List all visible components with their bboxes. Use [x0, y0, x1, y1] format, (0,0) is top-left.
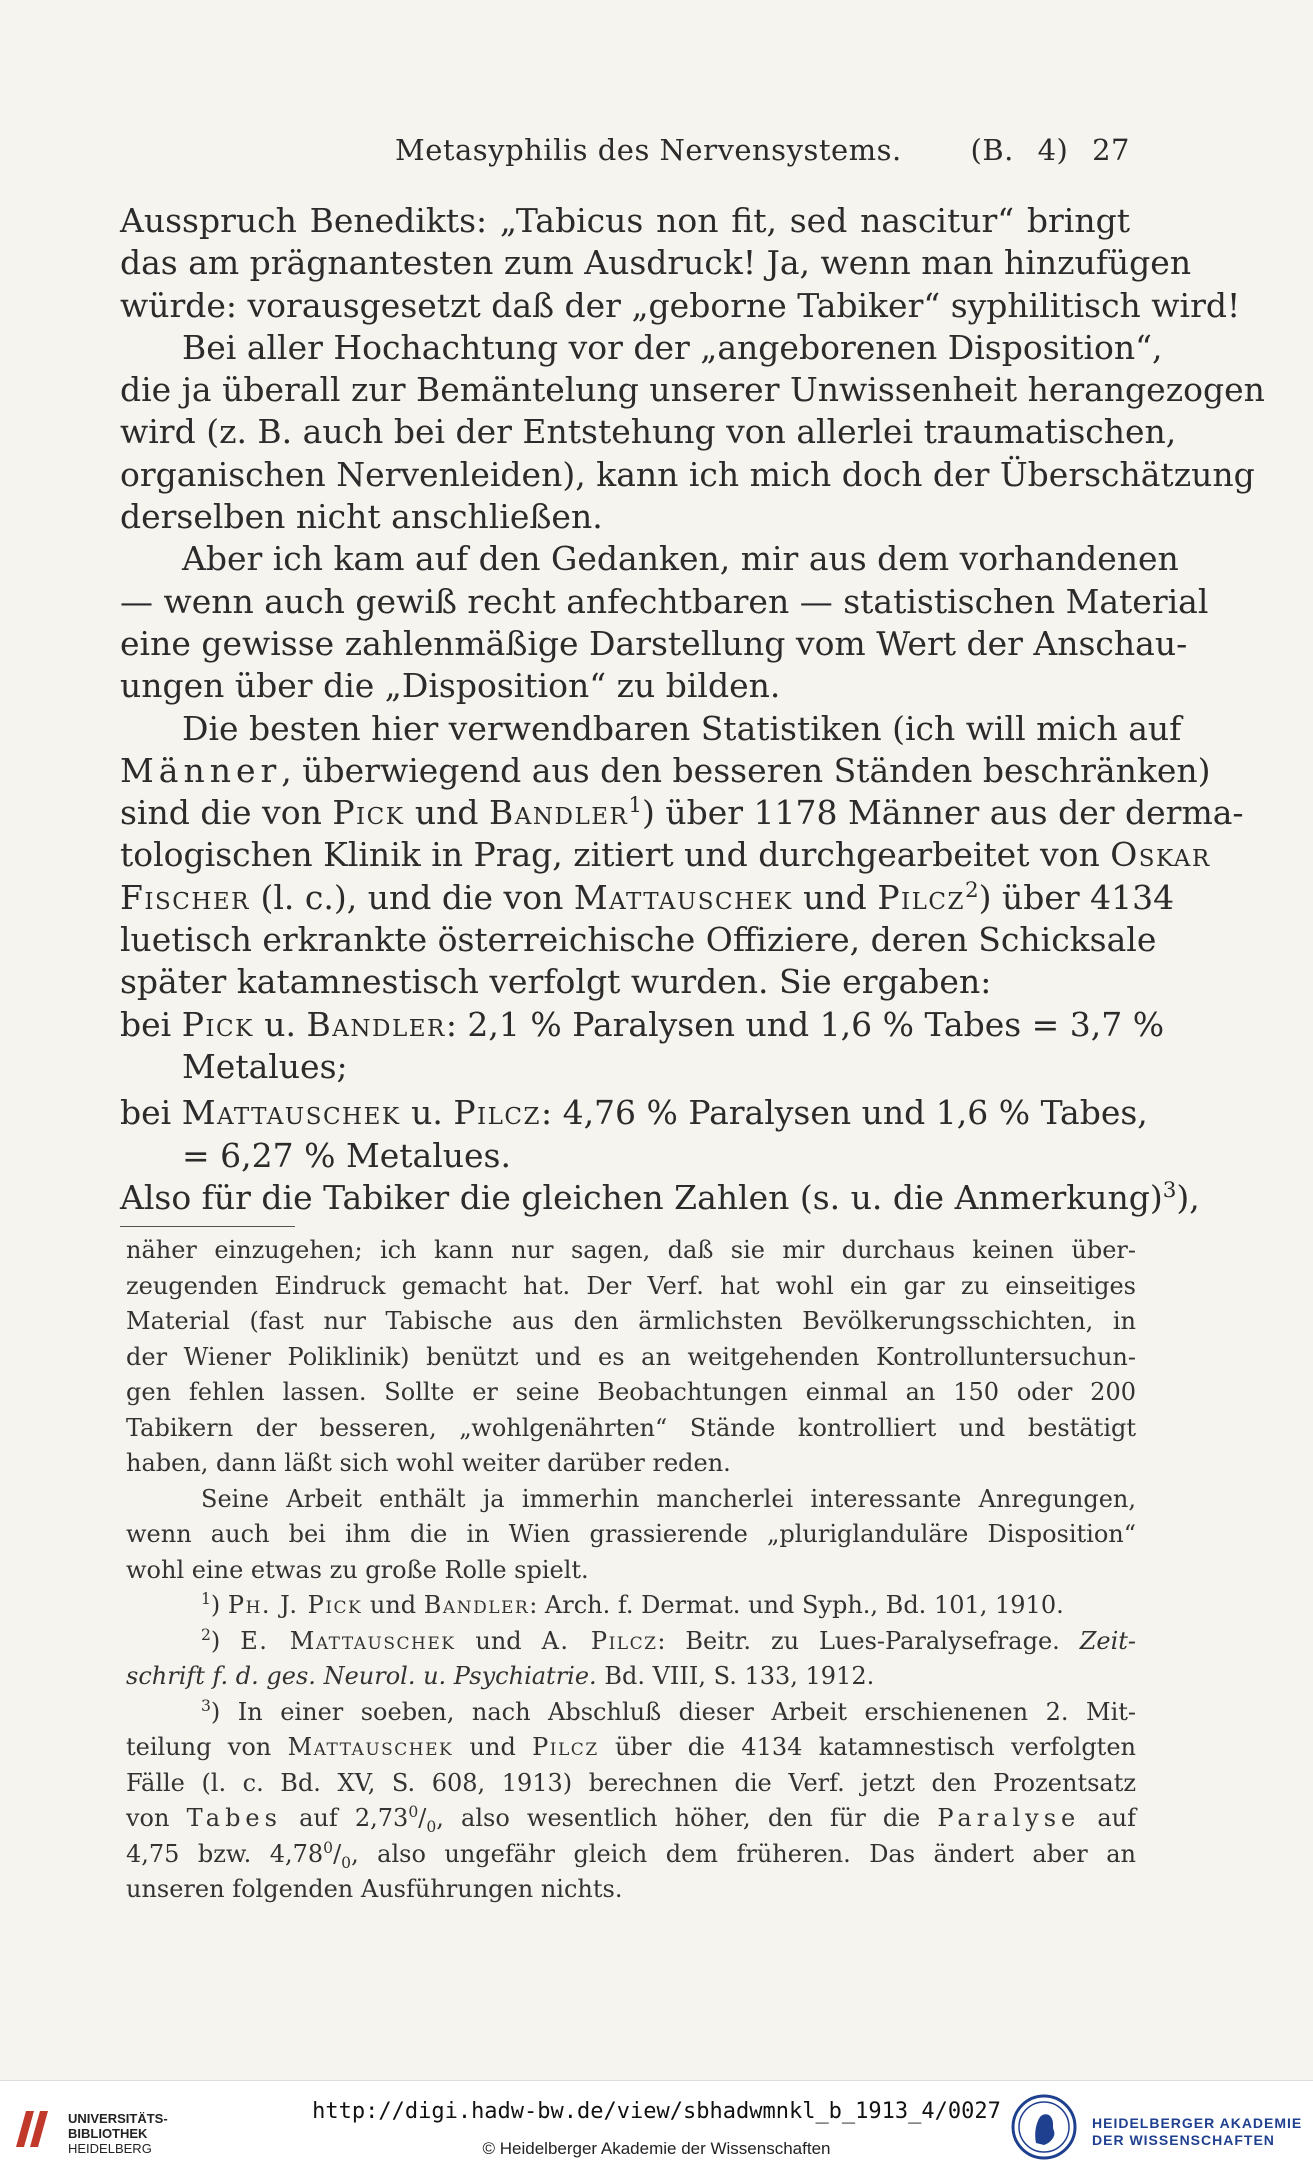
journal-title: Zeit- — [1079, 1626, 1136, 1655]
text-line: später katamnestisch verfolgt wurden. Sie ergaben: — [120, 962, 992, 1002]
percent-sup: 0 — [408, 1803, 419, 1821]
running-title: Metasyphilis des Nervensystems. — [395, 133, 902, 167]
author-name: Pick — [332, 793, 405, 833]
author-name: Bandler — [489, 793, 629, 833]
footnote-line: der Wiener Poliklinik) benützt und es an weitgehenden Kontrolluntersuchun- — [126, 1342, 1136, 1371]
footnote-mark: 1 — [201, 1590, 211, 1608]
text-span: ), — [1176, 1177, 1200, 1217]
footnote-rule — [120, 1226, 295, 1227]
result-line: = 6,27 % Metalues. — [182, 1135, 511, 1175]
percent-sub: 0 — [426, 1817, 437, 1836]
text-span: ) In einer soeben, nach Abschluß dieser Arbeit erschienenen 2. Mit- — [210, 1697, 1136, 1726]
academy-line: DER WISSENSCHAFTEN — [1092, 2132, 1275, 2148]
text-line: organischen Nervenleiden), kann ich mich doch der Überschätzung — [120, 454, 1255, 494]
text-span: Also für die Tabiker die gleichen Zahlen (s. u. die Anmerkung) — [120, 1177, 1163, 1217]
text-span: auf — [1080, 1804, 1137, 1832]
main-text — [120, 200, 1265, 1219]
library-line: HEIDELBERG — [68, 2141, 152, 2156]
text-span: über die 4134 katamnestisch verfolgten — [598, 1733, 1136, 1761]
text-span: Ausspruch Benedikts: „Tabicus non fit, sed nascitur“ bringt — [120, 201, 1130, 240]
text-span: u. — [253, 1004, 307, 1044]
text-span: ) — [210, 1591, 228, 1619]
author-name: Oskar — [1110, 835, 1211, 875]
author-name: Bandler — [423, 1591, 530, 1619]
footnote-line — [126, 1801, 1136, 1837]
footnote-line: haben, dann läßt sich wohl weiter darüber reden. — [126, 1449, 731, 1477]
text-line: luetisch erkrankte österreichische Offiziere, deren Schicksale — [120, 920, 1157, 960]
text-line — [120, 1177, 1200, 1219]
text-span: und — [455, 1626, 542, 1655]
footnote-mark: 2 — [201, 1625, 211, 1644]
footnote-line: gen fehlen lassen. Sollte er seine Beobachtungen einmal an 150 oder 200 — [126, 1378, 1136, 1406]
footnote-mark: 3 — [201, 1696, 211, 1715]
text-line: eine gewisse zahlenmäßige Darstellung vom Wert der Anschau- — [120, 623, 1188, 663]
footnote-3 — [126, 1695, 1136, 1731]
page-number: 27 — [1092, 133, 1130, 167]
viewer-footer — [0, 2080, 1313, 2174]
footnote-line: unseren folgenden Ausführungen nichts. — [126, 1875, 623, 1903]
footnote-line: näher einzugehen; ich kann nur sagen, daß sie mir durchaus keinen über- — [126, 1236, 1136, 1264]
text-line — [120, 834, 1211, 876]
author-name: Pilcz — [453, 1093, 541, 1133]
academy-seal-icon — [1010, 2093, 1078, 2161]
footnote-line: Material (fast nur Tabische aus den ärmlichsten Bevölkerungsschichten, in — [126, 1307, 1136, 1335]
text-line: — wenn auch gewiß recht anfechtbaren — statistischen Material — [120, 581, 1209, 621]
text-span: Bd. VIII, S. 133, 1912. — [596, 1662, 875, 1690]
text-span: auf 2,73 — [281, 1804, 409, 1832]
footnote-2-cont — [126, 1659, 1136, 1695]
text-span: bei — [120, 1093, 182, 1133]
spaced-text: Männer — [120, 750, 282, 790]
author-name: Mattauschek — [287, 1733, 454, 1761]
result-line — [120, 1004, 1165, 1046]
text-span: teilung von — [126, 1733, 288, 1761]
text-span: und — [453, 1733, 533, 1761]
journal-title: schrift f. d. ges. Neurol. u. Psychiatrie. — [126, 1662, 597, 1690]
section-ref: (B. 4) — [970, 133, 1069, 167]
text-span: sind die von — [120, 793, 333, 833]
running-header — [120, 133, 1130, 173]
text-span: 4,75 bzw. 4,78 — [126, 1839, 324, 1868]
text-span: , also ungefähr gleich dem früheren. Das ändert aber an — [351, 1839, 1137, 1868]
text-span: ) — [210, 1626, 241, 1655]
text-span: ) über 1178 Männer aus der derma- — [641, 793, 1244, 833]
author-name: A. Pilcz — [541, 1626, 658, 1655]
text-span: tologischen Klinik in Prag, zitiert und durchgearbeitet von — [120, 835, 1111, 875]
percent-sub: 0 — [341, 1853, 352, 1872]
footnotes — [126, 1233, 1136, 1908]
author-name: Pilcz — [532, 1733, 599, 1761]
footnote-line: wohl eine etwas zu große Rolle spielt. — [126, 1555, 589, 1584]
text-line — [120, 200, 1130, 242]
copyright-text: © Heidelberger Akademie der Wissenschaften — [482, 2139, 831, 2158]
text-span: u. — [400, 1093, 454, 1133]
text-span: : 4,76 % Paralysen und 1,6 % Tabes, — [540, 1093, 1148, 1133]
text-span: , also wesentlich höher, den für die — [436, 1804, 938, 1832]
text-line: Die besten hier verwendbaren Statistiken (ich will mich auf — [182, 708, 1182, 748]
spaced-text: Paralyse — [937, 1804, 1081, 1832]
author-name: Fischer — [120, 877, 251, 917]
text-span: bei — [120, 1004, 182, 1044]
text-line — [120, 877, 1175, 919]
text-span: und — [362, 1591, 424, 1619]
library-line: BIBLIOTHEK — [68, 2126, 148, 2141]
text-line — [120, 750, 1211, 792]
footnote-line: Tabikern der besseren, „wohlgenährten“ Stände kontrolliert und bestätigt — [126, 1413, 1136, 1442]
footnote-line — [126, 1730, 1136, 1766]
footnote-ref: 1 — [628, 793, 642, 819]
header-page-ref — [971, 133, 1130, 167]
text-span: ) über 4134 — [978, 877, 1175, 917]
author-name: Pilcz — [877, 877, 965, 917]
text-span: von — [126, 1804, 187, 1832]
author-name: E. Mattauschek — [240, 1626, 456, 1655]
text-span: , überwiegend aus den besseren Ständen beschränken) — [281, 750, 1211, 790]
author-name: Pick — [181, 1004, 254, 1044]
academy-logo[interactable] — [1010, 2093, 1310, 2165]
text-line: würde: vorausgesetzt daß der „geborne Tabiker“ syphilitisch wird! — [120, 285, 1241, 325]
footnote-ref: 2 — [964, 877, 979, 903]
text-span: : Arch. f. Dermat. und Syph., Bd. 101, 1910. — [529, 1591, 1064, 1619]
footnote-line: Fälle (l. c. Bd. XV, S. 608, 1913) berechnen die Verf. jetzt den Prozentsatz — [126, 1768, 1136, 1797]
text-span: / — [333, 1839, 342, 1868]
footnote-1 — [126, 1588, 1136, 1624]
author-name: Mattauschek — [181, 1093, 401, 1133]
text-span: : 2,1 % Paralysen und 1,6 % Tabes = 3,7 % — [445, 1004, 1165, 1044]
footnote-ref: 3 — [1162, 1177, 1177, 1203]
academy-line: HEIDELBERGER AKADEMIE — [1092, 2115, 1303, 2131]
spaced-text: Tabes — [186, 1804, 282, 1832]
text-line: die ja überall zur Bemäntelung unserer Unwissenheit herangezogen — [120, 370, 1265, 410]
text-line: Bei aller Hochachtung vor der „angeborenen Disposition“, — [182, 327, 1163, 367]
academy-name — [1092, 2115, 1302, 2149]
footnote-2 — [126, 1624, 1136, 1660]
text-span: / — [418, 1804, 427, 1832]
text-line: das am prägnantesten zum Ausdruck! Ja, wenn man hinzufügen — [120, 243, 1192, 283]
footnote-line: zeugenden Eindruck gemacht hat. Der Verf. hat wohl ein gar zu einseitiges — [126, 1271, 1136, 1300]
percent-sup: 0 — [323, 1838, 334, 1857]
author-name: Mattauschek — [573, 877, 793, 917]
text-span: : Beitr. zu Lues-Paralysefrage. — [657, 1626, 1080, 1655]
author-name: Ph. J. Pick — [227, 1591, 363, 1619]
footnote-line: Seine Arbeit enthält ja immerhin mancherlei interessante Anregungen, — [201, 1484, 1136, 1513]
text-line: Aber ich kam auf den Gedanken, mir aus dem vorhandenen — [182, 539, 1179, 579]
author-name: Bandler — [306, 1004, 446, 1044]
result-line: Metalues; — [182, 1046, 348, 1086]
text-line — [120, 792, 1244, 834]
text-line: derselben nicht anschließen. — [120, 497, 603, 537]
text-line: ungen über die „Disposition“ zu bilden. — [120, 666, 781, 706]
text-span: und — [792, 877, 878, 917]
result-line — [120, 1092, 1148, 1134]
page-url-link[interactable]: http://digi.hadw-bw.de/view/sbhadwmnkl_b_1913_4/0027 — [312, 2099, 1001, 2124]
text-line: wird (z. B. auch bei der Entstehung von allerlei traumatischen, — [120, 412, 1177, 452]
text-span: und — [404, 793, 490, 833]
footnote-line: wenn auch bei ihm die in Wien grassierende „pluriglanduläre Disposition“ — [126, 1520, 1136, 1548]
library-line: UNIVERSITÄTS- — [68, 2111, 168, 2126]
footnote-line — [126, 1837, 1136, 1873]
text-span: (l. c.), und die von — [250, 877, 574, 917]
